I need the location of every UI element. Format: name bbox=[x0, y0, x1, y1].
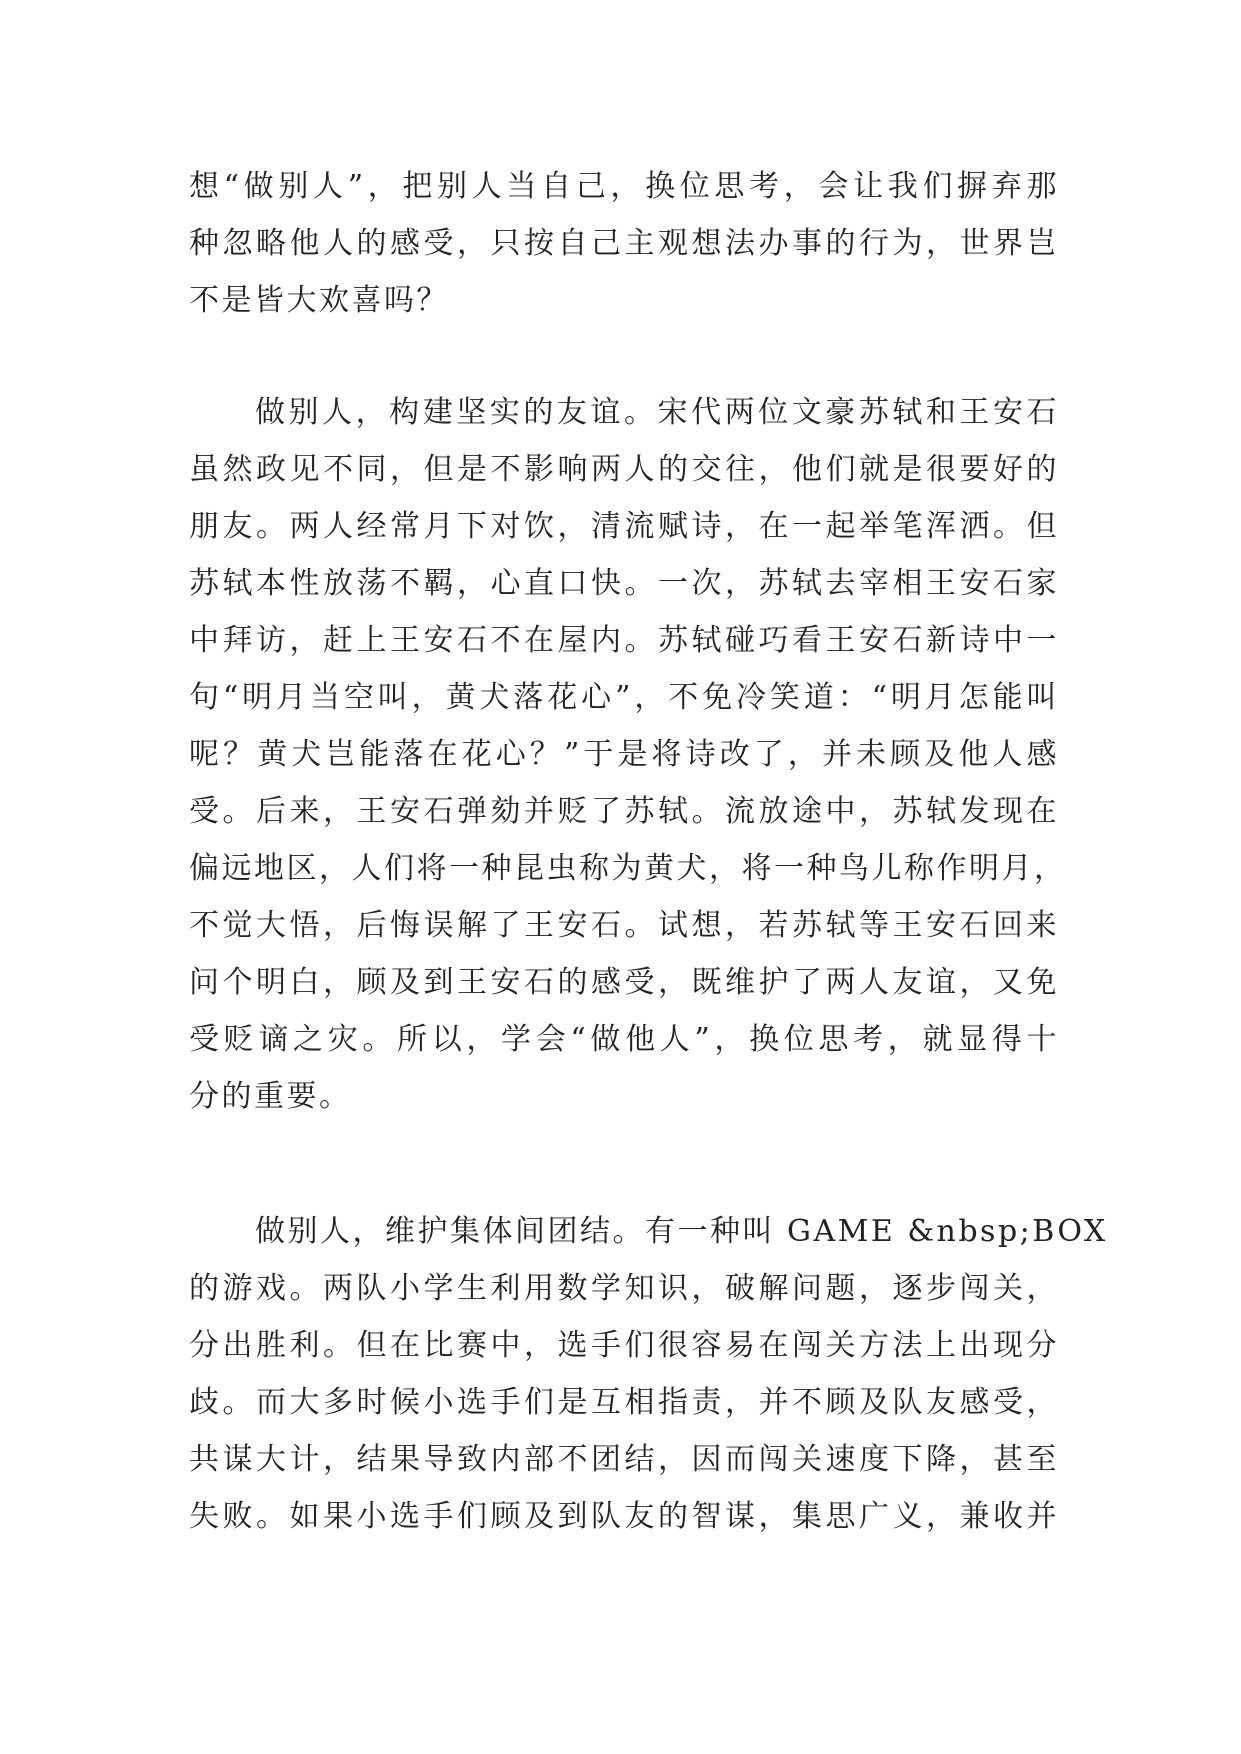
paragraph-line: 想“做别人”，把别人当自己，换位思考，会让我们摒弃那 bbox=[189, 169, 1059, 204]
paragraph-line: 失败。如果小选手们顾及到队友的智谋，集思广义，兼收并 bbox=[189, 1499, 1059, 1534]
paragraph-line: 苏轼本性放荡不羁，心直口快。一次，苏轼去宰相王安石家 bbox=[189, 566, 1059, 601]
paragraph-line: 不觉大悟，后悔误解了王安石。试想，若苏轼等王安石回来 bbox=[189, 908, 1059, 943]
paragraph-1 bbox=[189, 158, 1059, 329]
paragraph-line: 种忽略他人的感受，只按自己主观想法办事的行为，世界岂 bbox=[189, 226, 1059, 261]
paragraph-line: 句“明月当空叫，黄犬落花心”，不免冷笑道：“明月怎能叫 bbox=[189, 680, 1059, 715]
paragraph-line: 做别人，维护集体间团结。有一种叫 GAME &nbsp;BOX bbox=[255, 1214, 1108, 1249]
paragraph-line: 问个明白，顾及到王安石的感受，既维护了两人友谊，又免 bbox=[189, 965, 1059, 1000]
paragraph-line: 分出胜利。但在比赛中，选手们很容易在闯关方法上出现分 bbox=[189, 1328, 1059, 1363]
paragraph-3 bbox=[189, 1203, 1108, 1545]
paragraph-line: 共谋大计，结果导致内部不团结，因而闯关速度下降，甚至 bbox=[189, 1442, 1059, 1477]
paragraph-line: 的游戏。两队小学生利用数学知识，破解问题，逐步闯关， bbox=[189, 1271, 1059, 1306]
paragraph-line: 朋友。两人经常月下对饮，清流赋诗，在一起举笔浑洒。但 bbox=[189, 509, 1059, 544]
paragraph-line: 不是皆大欢喜吗？ bbox=[189, 283, 449, 318]
paragraph-line: 中拜访，赶上王安石不在屋内。苏轼碰巧看王安石新诗中一 bbox=[189, 623, 1059, 658]
paragraph-line: 偏远地区，人们将一种昆虫称为黄犬，将一种鸟儿称作明月， bbox=[189, 851, 1067, 886]
paragraph-2 bbox=[189, 384, 1067, 1125]
paragraph-line: 受。后来，王安石弹劾并贬了苏轼。流放途中，苏轼发现在 bbox=[189, 794, 1059, 829]
paragraph-line: 分的重要。 bbox=[189, 1079, 352, 1114]
paragraph-line: 歧。而大多时候小选手们是互相指责，并不顾及队友感受， bbox=[189, 1385, 1059, 1420]
paragraph-line: 受贬谪之灾。所以，学会“做他人”，换位思考，就显得十 bbox=[189, 1022, 1059, 1057]
paragraph-line: 虽然政见不同，但是不影响两人的交往，他们就是很要好的 bbox=[189, 452, 1059, 487]
paragraph-line: 呢？黄犬岂能落在花心？”于是将诗改了，并未顾及他人感 bbox=[189, 737, 1059, 772]
paragraph-line: 做别人，构建坚实的友谊。宋代两位文豪苏轼和王安石 bbox=[255, 395, 1059, 430]
